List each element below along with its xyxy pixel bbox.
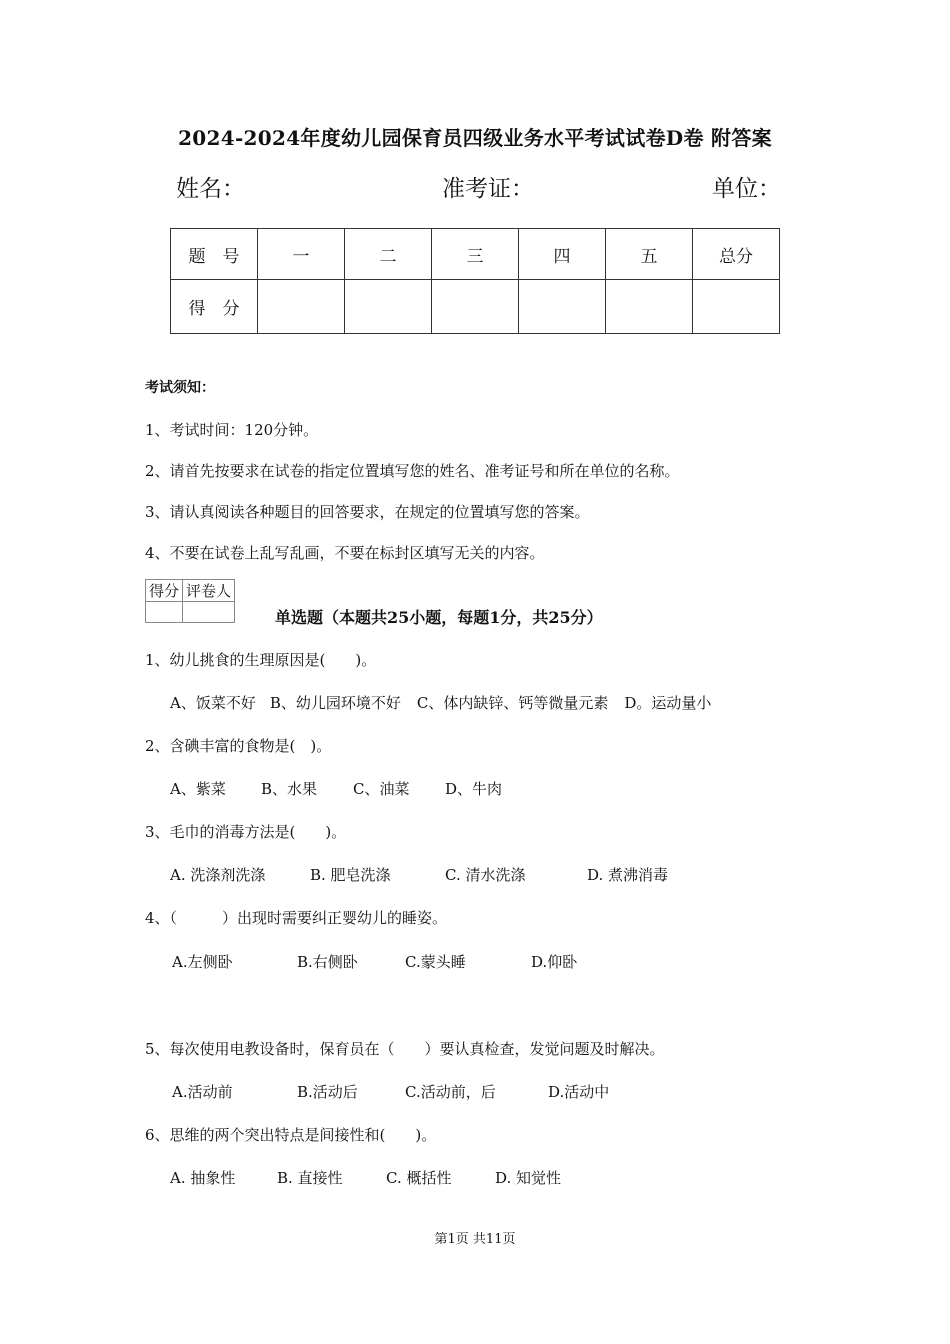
option-c: C.蒙头睡 [405,953,466,971]
option-c: C.活动前，后 [405,1083,496,1101]
score-header-total: 总分 [693,229,780,280]
score-header-2: 二 [345,229,432,280]
score-header-5: 五 [606,229,693,280]
option-c: C. 概括性 [386,1169,452,1187]
unit-label: 单位： [712,176,781,202]
option-b: B.右侧卧 [297,953,358,971]
option-a: A. 抽象性 [170,1169,236,1187]
grader-score-cell [146,602,183,623]
question-4: 4、（ ）出现时需要纠正婴幼儿的睡姿。 [145,909,448,927]
question-6: 6、思维的两个突出特点是间接性和( )。 [145,1126,437,1144]
score-header-4: 四 [519,229,606,280]
option-b: B、水果 [261,780,318,798]
question-5-options [172,1081,609,1102]
exam-id-label: 准考证： [442,176,534,202]
question-1-options [170,692,711,713]
option-d: D.仰卧 [531,953,578,971]
score-cell [606,280,693,334]
notice-item: 1、考试时间：120分钟。 [145,421,319,439]
question-2: 2、含碘丰富的食物是( )。 [145,737,332,755]
score-cell [258,280,345,334]
option-c: C、体内缺锌、钙等微量元素 [416,694,609,712]
score-header-1: 一 [258,229,345,280]
grader-box [145,579,235,623]
notice-title: 考试须知： [145,380,215,396]
notice-item: 2、请首先按要求在试卷的指定位置填写您的姓名、准考证号和所在单位的名称。 [145,462,680,480]
exam-title: 2024-2024年度幼儿园保育员四级业务水平考试试卷D卷 附答案 [178,126,772,150]
option-a: A. 洗涤剂洗涤 [170,866,266,884]
question-4-options [172,951,577,972]
option-b: B.活动后 [297,1083,358,1101]
option-d: D。运动量小 [624,694,712,712]
option-a: A、紫菜 [170,780,226,798]
option-a: A.活动前 [172,1083,233,1101]
question-3-options [170,864,668,885]
option-b: B、幼儿园环境不好 [269,694,401,712]
option-d: D.活动中 [548,1083,610,1101]
question-2-options [170,778,502,799]
question-6-options [170,1167,561,1188]
question-5: 5、每次使用电教设备时，保育员在（ ）要认真检查，发觉问题及时解决。 [145,1040,665,1058]
score-row-label: 得 分 [171,280,258,334]
option-c: C. 清水洗涤 [445,866,526,884]
option-d: D. 煮沸消毒 [587,866,669,884]
grader-name-label: 评卷人 [183,580,235,602]
score-header-3: 三 [432,229,519,280]
score-cell [432,280,519,334]
score-cell [345,280,432,334]
score-header-label: 题 号 [171,229,258,280]
score-table [170,228,780,334]
score-cell [519,280,606,334]
option-b: B. 直接性 [277,1169,343,1187]
grader-score-label: 得分 [146,580,183,602]
notice-item: 3、请认真阅读各种题目的回答要求，在规定的位置填写您的答案。 [145,503,590,521]
score-cell [693,280,780,334]
name-label: 姓名： [176,176,245,202]
grader-name-cell [183,602,235,623]
notice-item: 4、不要在试卷上乱写乱画，不要在标封区填写无关的内容。 [145,544,545,562]
option-d: D、牛肉 [445,780,503,798]
option-d: D. 知觉性 [495,1169,562,1187]
question-3: 3、毛巾的消毒方法是( )。 [145,823,347,841]
option-a: A.左侧卧 [172,953,233,971]
option-a: A、饭菜不好 [170,694,256,712]
section-title: 单选题（本题共25小题，每题1分，共25分） [275,608,603,627]
page-footer: 第1页 共11页 [434,1232,516,1247]
option-b: B. 肥皂洗涤 [310,866,391,884]
option-c: C、油菜 [353,780,410,798]
question-1: 1、幼儿挑食的生理原因是( )。 [145,651,377,669]
